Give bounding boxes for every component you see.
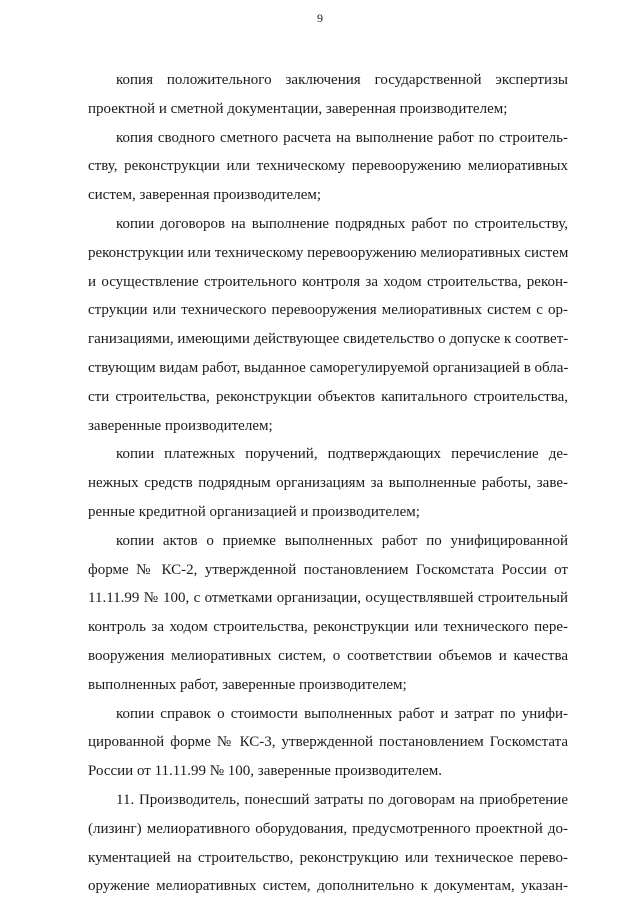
text-line: нежных средств подрядным организациям за выполненные работы, заве-: [88, 475, 568, 492]
text-line: копии справок о стоимости выполненных работ и затрат по унифи-: [116, 705, 568, 722]
text-line: России от 11.11.99 № 100, заверенные производителем.: [88, 763, 442, 780]
text-line: и осуществление строительного контроля за ходом строительства, рекон-: [88, 273, 568, 290]
text-line: (лизинг) мелиоративного оборудования, предусмотренного проектной до-: [88, 820, 568, 837]
text-line: цированной форме № КС-3, утвержденной постановлением Госкомстата: [88, 734, 568, 751]
text-line: форме № КС-2, утвержденной постановлением Госкомстата России от: [88, 561, 568, 578]
text-line: ренные кредитной организацией и производителем;: [88, 503, 420, 520]
text-line: 11.11.99 № 100, с отметками организации, осуществлявшей строительный: [88, 590, 568, 607]
text-line: сти строительства, реконструкции объектов капитального строительства,: [88, 388, 568, 405]
text-line: ганизациями, имеющими действующее свидетельство о допуске к соответ-: [88, 331, 568, 348]
text-line: струкции или технического перевооружения мелиоративных систем с ор-: [88, 302, 568, 319]
text-line: реконструкции или техническому перевооружению мелиоративных систем: [88, 244, 568, 261]
text-line: копии договоров на выполнение подрядных работ по строительству,: [116, 215, 568, 232]
text-line: 11. Производитель, понесший затраты по договорам на приобретение: [116, 791, 568, 808]
text-line: ству, реконструкции или техническому перевооружению мелиоративных: [88, 158, 568, 175]
text-line: кументацией на строительство, реконструкцию или техническое перево-: [88, 849, 568, 866]
text-line: систем, заверенная производителем;: [88, 187, 322, 204]
text-line: контроль за ходом строительства, реконструкции или технического пере-: [88, 619, 568, 636]
text-line: оружение мелиоративных систем, дополнительно к документам, указан-: [88, 878, 568, 895]
text-line: копии актов о приемке выполненных работ по унифицированной: [116, 532, 568, 549]
text-line: ствующим видам работ, выданное саморегулируемой организацией в обла-: [88, 359, 568, 376]
document-body: [88, 66, 568, 901]
text-line: заверенные производителем;: [88, 417, 273, 434]
page-number: 9: [317, 11, 323, 25]
text-line: вооружения мелиоративных систем, о соответствии объемов и качества: [88, 647, 568, 664]
text-line: копия сводного сметного расчета на выполнение работ по строитель-: [116, 129, 568, 146]
text-line: копии платежных поручений, подтверждающих перечисление де-: [116, 446, 568, 463]
text-line: выполненных работ, заверенные производителем;: [88, 676, 407, 693]
text-line: проектной и сметной документации, заверенная производителем;: [88, 100, 508, 117]
text-line: копия положительного заключения государственной экспертизы: [116, 72, 568, 88]
